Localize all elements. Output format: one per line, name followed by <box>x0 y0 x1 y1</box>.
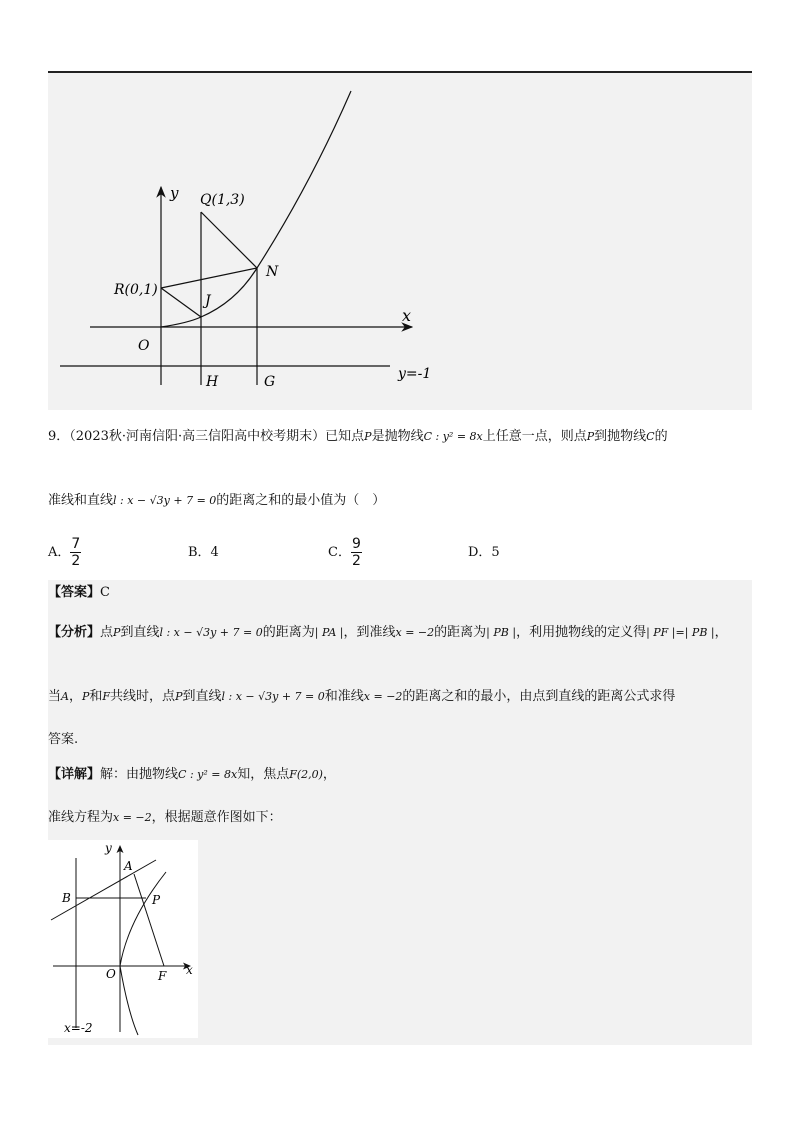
option-A <box>48 535 81 571</box>
label-directrix: y=-1 <box>398 366 432 382</box>
a-text: 共线时，点 <box>110 689 176 704</box>
q-text: 已知点 <box>325 429 365 444</box>
option-C-num: 9 <box>351 536 361 552</box>
q-point-P: P <box>586 430 595 443</box>
a-text: 到直线 <box>182 689 222 704</box>
a-text: 当 <box>48 689 62 704</box>
a-text: 和 <box>89 689 103 704</box>
figure-2-bg <box>48 840 198 1038</box>
q-curve-C: C <box>646 430 655 443</box>
option-C-den: 2 <box>351 553 361 569</box>
label-G: G <box>264 374 276 390</box>
a-point-F: F <box>102 690 111 703</box>
a-text: 的距离之和的最小，由点到直线的距离公式求得 <box>402 689 676 704</box>
a-text: ，到准线 <box>343 625 396 640</box>
detail-line-2 <box>48 809 282 827</box>
option-C-fraction <box>351 536 362 569</box>
a-PB: | PB | <box>486 626 517 639</box>
option-A-fraction <box>70 536 81 569</box>
a-point-P: P <box>81 690 90 703</box>
a-line-eq: l : x − √3y + 7 = 0 <box>159 626 263 639</box>
label-directrix: x=-2 <box>64 1021 93 1035</box>
option-C-label: C． <box>328 545 351 560</box>
label-A: A <box>124 859 133 873</box>
detail-tag: 【详解】 <box>48 767 101 782</box>
label-N: N <box>266 264 279 280</box>
d-parabola-eq: C : y² = 8x <box>178 768 238 781</box>
a-text: 点 <box>100 625 114 640</box>
a-text: 的距离为 <box>262 625 315 640</box>
label-J: J <box>205 293 211 309</box>
d-text: 解：由抛物线 <box>100 767 179 782</box>
a-point-P: P <box>113 626 121 639</box>
answer-value: C <box>100 585 110 600</box>
option-D: D．5 <box>468 545 500 560</box>
q-text: 到抛物线 <box>594 429 647 444</box>
a-text: 的距离为 <box>434 625 487 640</box>
segment-RN <box>161 268 257 288</box>
d-focus: F(2,0) <box>289 768 323 781</box>
answer-line <box>48 584 110 602</box>
option-A-den: 2 <box>71 553 81 569</box>
a-PF-PB: | PF |=| PB | <box>646 626 715 639</box>
a-point-P: P <box>175 690 183 703</box>
detail-line-1 <box>48 766 336 784</box>
segment-RJ <box>161 288 201 317</box>
analysis-line-2 <box>48 688 675 706</box>
a-text: ， <box>68 689 82 704</box>
option-A-num: 7 <box>71 536 81 552</box>
q-line-eq: l : x − √3y + 7 = 0 <box>113 494 217 507</box>
question-number: 9． <box>48 429 70 444</box>
q-point-P: P <box>364 430 372 443</box>
label-O: O <box>138 338 150 354</box>
q-text: 准线和直线 <box>48 493 114 508</box>
q-text: 是抛物线 <box>371 429 424 444</box>
option-A-label: A． <box>48 545 71 560</box>
label-R: R(0,1) <box>114 282 158 298</box>
label-P: P <box>152 893 161 907</box>
a-line-eq: l : x − √3y + 7 = 0 <box>221 690 325 703</box>
segment-QN <box>201 212 257 268</box>
figure-2 <box>48 840 198 1040</box>
analysis-line-3: 答案. <box>48 732 79 747</box>
answer-tag: 【答案】 <box>48 585 101 600</box>
a-text: ，利用抛物线的定义得 <box>516 625 647 640</box>
option-C <box>328 535 362 571</box>
analysis-line-1 <box>48 624 728 642</box>
d-text: 知，焦点 <box>237 767 290 782</box>
q-text: 的距离之和的最小值为（ ） <box>216 493 386 508</box>
a-directrix: x = −2 <box>363 690 403 703</box>
q-parabola-eq: C : y² = 8x <box>423 430 483 443</box>
a-PA: | PA | <box>314 626 344 639</box>
figure-1 <box>0 0 800 420</box>
a-directrix: x = −2 <box>395 626 435 639</box>
label-x: x <box>402 306 412 325</box>
label-y: y <box>170 184 179 202</box>
a-text: 和准线 <box>324 689 364 704</box>
label-H: H <box>206 374 219 390</box>
question-line-1 <box>48 428 668 446</box>
question-line-2 <box>48 492 385 510</box>
label-x: x <box>186 963 193 977</box>
a-text: 到直线 <box>120 625 160 640</box>
q-text: 上任意一点，则点 <box>482 429 587 444</box>
parabola-curve <box>161 91 351 327</box>
d-text: ， <box>322 767 336 782</box>
label-B: B <box>62 891 71 905</box>
d-directrix: x = −2 <box>113 811 152 824</box>
analysis-tag: 【分析】 <box>48 625 101 640</box>
label-y: y <box>105 841 112 855</box>
a-text: ， <box>714 625 728 640</box>
question-source: （2023秋·河南信阳·高三信阳高中校考期末） <box>69 429 326 444</box>
d-text: ，根据题意作图如下： <box>151 810 282 825</box>
label-Q: Q(1,3) <box>200 192 245 208</box>
label-F: F <box>158 969 167 983</box>
option-B: B．4 <box>188 545 219 560</box>
a-point-A: A <box>61 690 69 703</box>
q-text: 的 <box>654 429 668 444</box>
label-O: O <box>106 967 116 981</box>
d-text: 准线方程为 <box>48 810 114 825</box>
